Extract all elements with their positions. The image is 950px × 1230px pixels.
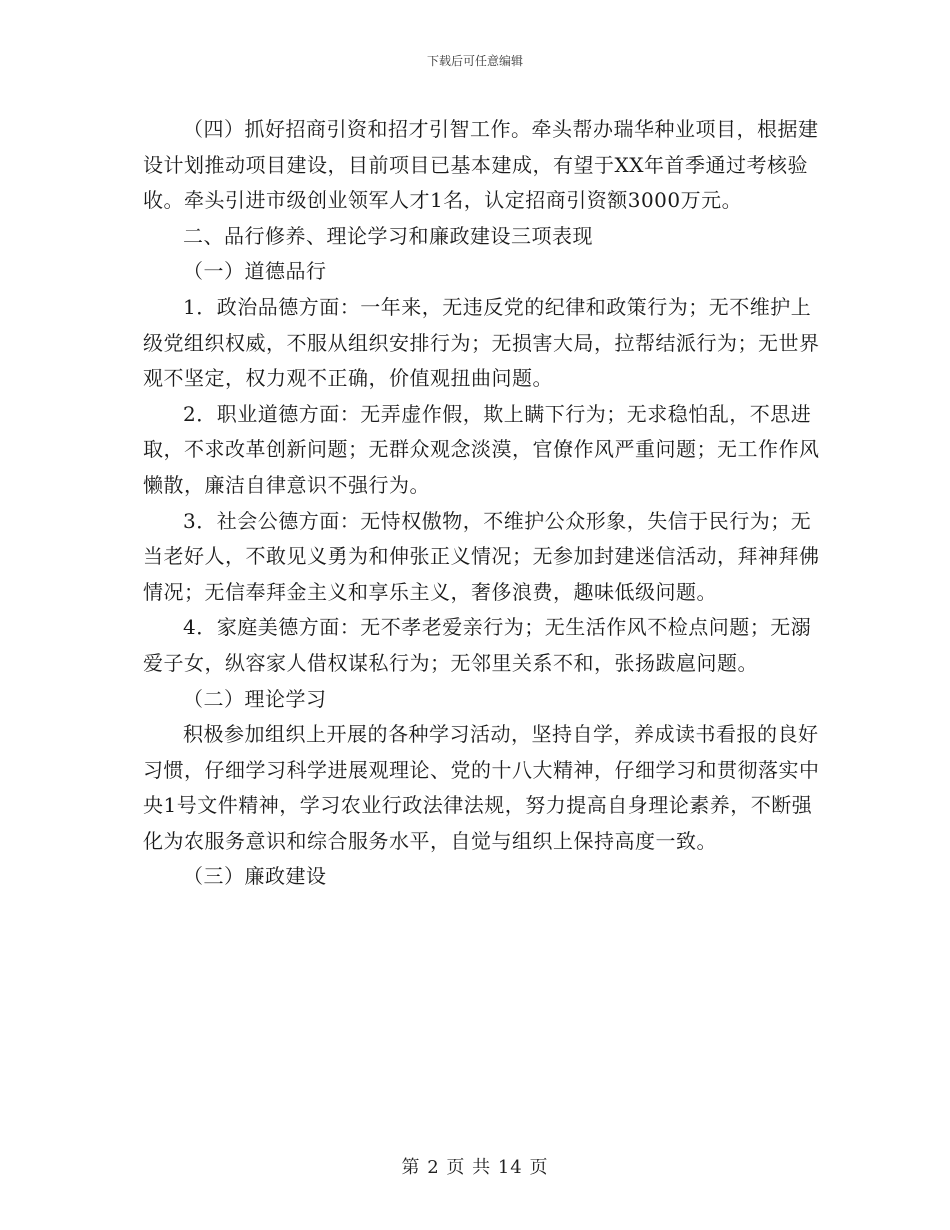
document-body (143, 112, 823, 895)
paragraph-family-virtues: 4．家庭美德方面：无不孝老爱亲行为；无生活作风不检点问题；无溺爱子女，纵容家人借权谋私行为；无邻里关系不和，张扬跋扈问题。 (143, 615, 812, 675)
paragraph-social-morality: 3．社会公德方面：无恃权傲物，不维护公众形象，失信于民行为；无当老好人，不敢见义勇为和伸张正义情况；无参加封建迷信活动，拜神拜佛情况；无信奉拜金主义和享乐主义，奢侈浪费，趣味低级问题。 (143, 508, 820, 604)
subheading-theory-study: （二）理论学习 (183, 686, 327, 711)
paragraph-professional-ethics: 2．职业道德方面：无弄虚作假，欺上瞒下行为；无求稳怕乱，不思进取，不求改革创新问题；无群众观念淡漠，官僚作风严重问题；无工作作风懒散，廉洁自律意识不强行为。 (143, 401, 820, 497)
paragraph-political-morality: 1．政治品德方面：一年来，无违反党的纪律和政策行为；无不维护上级党组织权威，不服从组织安排行为；无损害大局，拉帮结派行为；无世界观不坚定，权力观不正确，价值观扭曲问题。 (143, 294, 820, 391)
header-note: 下载后可任意编辑 (426, 54, 523, 68)
page-number: 第 2 页 共 14 页 (401, 1157, 549, 1178)
paragraph-theory-study: 积极参加组织上开展的各种学习活动，坚持自学，养成读书看报的良好习惯，仔细学习科学进展观理论、党的十八大精神，仔细学习和贯彻落实中央1号文件精神，学习农业行政法律法规，努力提高自身理论素养，不断强化为农服务意识和综合服务水平，自觉与组织上保持高度一致。 (143, 722, 820, 853)
subheading-integrity: （三）廉政建设 (183, 864, 327, 889)
subheading-moral: （一）道德品行 (183, 259, 327, 284)
section-heading-2: 二、品行修养、理论学习和廉政建设三项表现 (183, 223, 593, 248)
paragraph-investment: （四）抓好招商引资和招才引智工作。牵头帮办瑞华种业项目，根据建设计划推动项目建设，目前项目已基本建成，有望于XX年首季通过考核验收。牵头引进市级创业领军人才1名，认定招商引资额3000万元。 (143, 117, 819, 213)
